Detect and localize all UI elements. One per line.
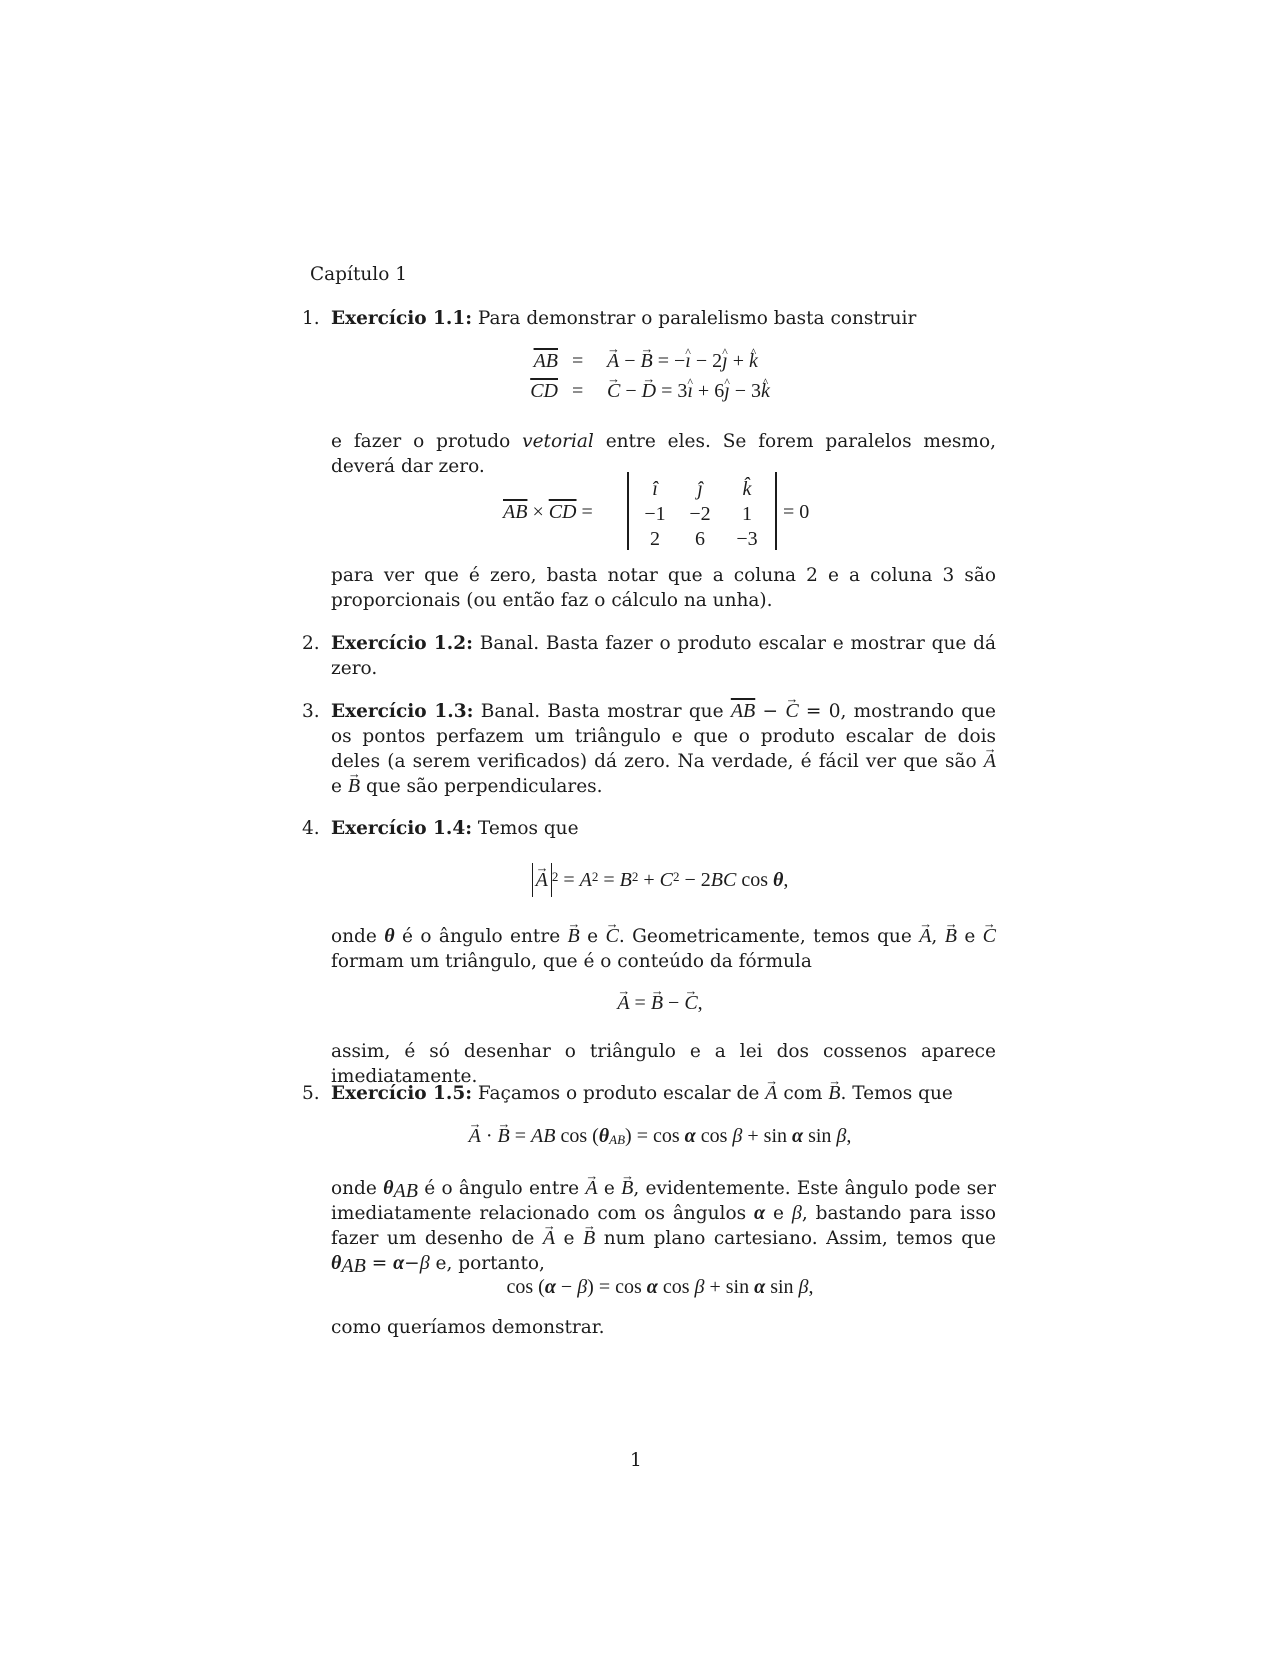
eq-cd-equals: = [572,380,584,402]
item-4-eq1: → A $^2 = A^2 = B^2 + C^2 - 2BC$ cos θ, [500,868,820,893]
det-cell-1-2: 1 [742,503,752,525]
item-number-5: 5. [302,1083,320,1104]
item-number-3: 3. [302,701,320,722]
item-number-2: 2. [302,633,320,654]
det-cell-1-0: −1 [644,503,666,525]
det-cell-0-1: ĵ [697,478,703,500]
det-cell-0-2: k̂ [742,478,752,500]
item-5-eq2: cos (α − β) = cos α cos β + sin α sin β, [506,1276,814,1298]
eq-ab-rhs: → A − → B = −^ ı − 2^ ȷ + ^ k [607,349,758,374]
det-right-bar [775,472,777,550]
eq-ab-lhs: $\overline{AB}$ [533,350,558,372]
item-4-title: Exercício 1.4: [331,818,473,839]
item-5-title: Exercício 1.5: [331,1083,473,1104]
item-1-intro [331,306,996,331]
item-5-intro: Exercício 1.5: Façamos o produto escalar de → A com → B. Temos que [331,1081,996,1106]
item-4-eq2: → A = → B − → C, [560,991,760,1016]
item-4-text2: assim, é só desenhar o triângulo e a lei dos cossenos aparece imediatamente. [331,1041,996,1087]
item-2-text: Exercício 1.2: Banal. Basta fazer o produto escalar e mostrar que dá zero. [331,633,996,679]
item-5-text: onde $\theta_{AB}$ é o ângulo entre → A e → B, evidentemente. Este ângulo pode ser imediatamente relacionado com os ângulos α e β, bastando para isso fazer um desenho de → A e → B num plano cartesiano. Assim, temos que $\theta_{AB} = \alpha-\beta$ e, portanto, [331,1176,996,1276]
det-cell-2-1: 6 [695,528,705,550]
item-2-title: Exercício 1.2: [331,633,473,654]
det-cell-2-0: 2 [650,528,660,550]
item-number-1: 1. [302,308,320,329]
det-cell-1-1: −2 [689,503,711,525]
item-1-text1: e fazer o protudo vetorial entre eles. Se forem paralelos mesmo, deverá dar zero. [331,431,996,477]
page-number: 1 [630,1450,642,1471]
item-1-text2: para ver que é zero, basta notar que a coluna 2 e a coluna 3 são proporcionais (ou então faz o cálculo na unha). [331,565,996,611]
item-number-4: 4. [302,818,320,839]
eq-cd-lhs: $\overline{CD}$ [530,380,558,402]
item-1-title: Exercício 1.1: [331,308,473,329]
item-1-intro-text: Para demonstrar o paralelismo basta construir [477,308,917,329]
item-3-title: Exercício 1.3: [331,701,474,722]
det-rhs: = 0 [783,501,810,523]
eq-ab-equals: = [572,350,584,372]
item-5-closing: como queríamos demonstrar. [331,1317,605,1338]
chapter-title: Capítulo 1 [310,264,407,285]
item-5-eq1: → A · → B = AB $\cos (\theta_{AB}) = \cos \alpha$ cos β + sin α sin β, [430,1124,890,1149]
item-4-intro: Exercício 1.4: Temos que [331,818,579,839]
det-left-bar [627,472,629,550]
det-cell-2-2: −3 [736,528,758,550]
eq-cd-rhs: → C − → D = 3^ ı + 6^ ȷ − 3^ k [607,379,770,404]
det-lhs: $\overline{AB} \times \overline{CD}$ = [503,501,593,523]
det-cell-0-0: î [652,478,658,500]
item-3-text: Exercício 1.3: Banal. Basta mostrar que $\overline{AB}$ − → C = 0, mostrando que os pontos perfazem um triângulo e que o produto escalar de dois deles (a serem verificados) dá zero. Na verdade, é fácil ver que são → A e → B que são perpendiculares. [331,699,996,799]
item-4-text1: onde θ é o ângulo entre → B e → C. Geometricamente, temos que → A, → B e → C formam um triângulo, que é o conteúdo da fórmula [331,924,996,974]
